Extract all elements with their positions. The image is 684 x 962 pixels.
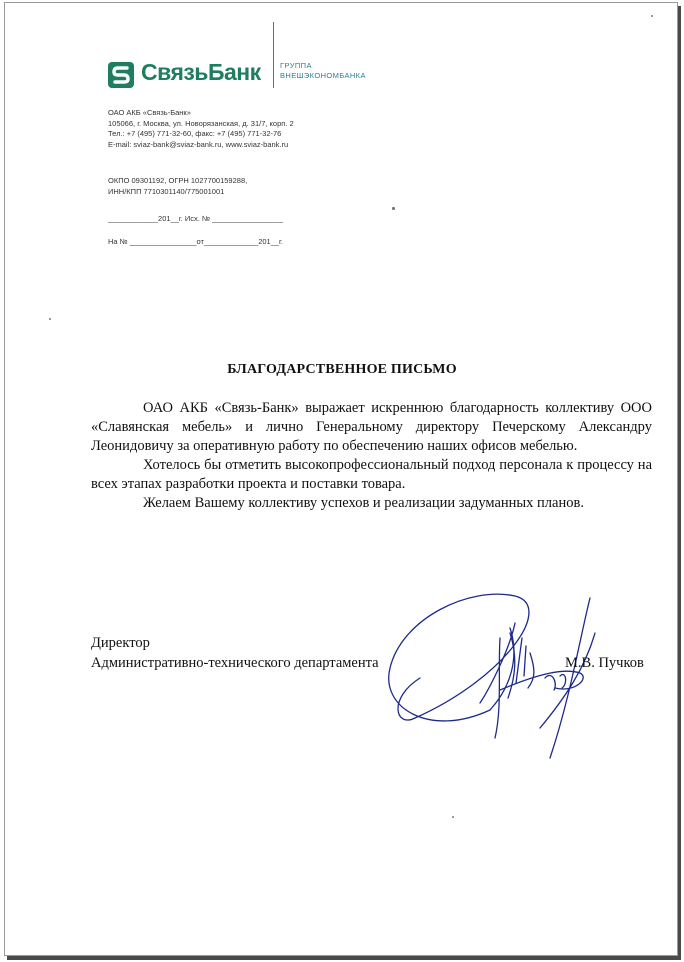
scan-speck xyxy=(49,318,51,320)
bank-logo-icon xyxy=(108,62,134,88)
bank-contacts xyxy=(108,108,294,150)
handwritten-signature xyxy=(340,578,640,768)
paragraph-wishes: Желаем Вашему коллективу успехов и реализации задуманных планов. xyxy=(143,495,584,511)
group-label-line2: ВНЕШЭКОНОМБАНКА xyxy=(280,71,366,80)
phone-line: Тел.: +7 (495) 771-32-60, факс: +7 (495) 771-32-76 xyxy=(108,129,282,138)
position-line2: Административно-технического департамента xyxy=(91,655,379,671)
org-name: ОАО АКБ «Связь-Банк» xyxy=(108,108,191,117)
email-line: E-mail: sviaz-bank@sviaz-bank.ru, www.sviaz-bank.ru xyxy=(108,139,289,149)
scan-speck xyxy=(392,207,395,210)
signatory-name: М.В. Пучков xyxy=(565,655,644,671)
signatory-position xyxy=(91,633,379,673)
letter-body xyxy=(91,399,652,513)
bank-registration xyxy=(108,176,247,197)
position-line1: Директор xyxy=(91,635,150,651)
bank-logo-text: СвязьБанк xyxy=(141,59,261,85)
scan-speck xyxy=(452,816,454,818)
okpo-line: ОКПО 09301192, ОГРН 1027700159288, xyxy=(108,176,248,185)
group-label xyxy=(280,61,366,81)
outgoing-number-line: ____________201__г. Исх. № _________________ xyxy=(108,214,283,223)
reference-number-line: На № ________________от_____________201__г. xyxy=(108,237,283,246)
paragraph-gratitude: ОАО АКБ «Связь-Банк» выражает искреннюю благодарность коллективу ООО «Славянская мебель» и лично Генеральному директору Печерскому Александру Леонидовичу за оперативную работу по обеспечению наших офисов мебелью. xyxy=(91,400,652,454)
paragraph-approach: Хотелось бы отметить высокопрофессиональный подход персонала к процессу на всех этапах разработки проекта и поставки товара. xyxy=(91,457,652,492)
scan-speck xyxy=(651,15,653,17)
letter-title: БЛАГОДАРСТВЕННОЕ ПИСЬМО xyxy=(227,362,457,377)
group-label-line1: ГРУППА xyxy=(280,61,312,70)
logo-divider xyxy=(273,22,274,88)
inn-line: ИНН/КПП 7710301140/775001001 xyxy=(108,186,225,196)
address-line: 105066, г. Москва, ул. Новорязанская, д. 31/7, корп. 2 xyxy=(108,118,294,128)
